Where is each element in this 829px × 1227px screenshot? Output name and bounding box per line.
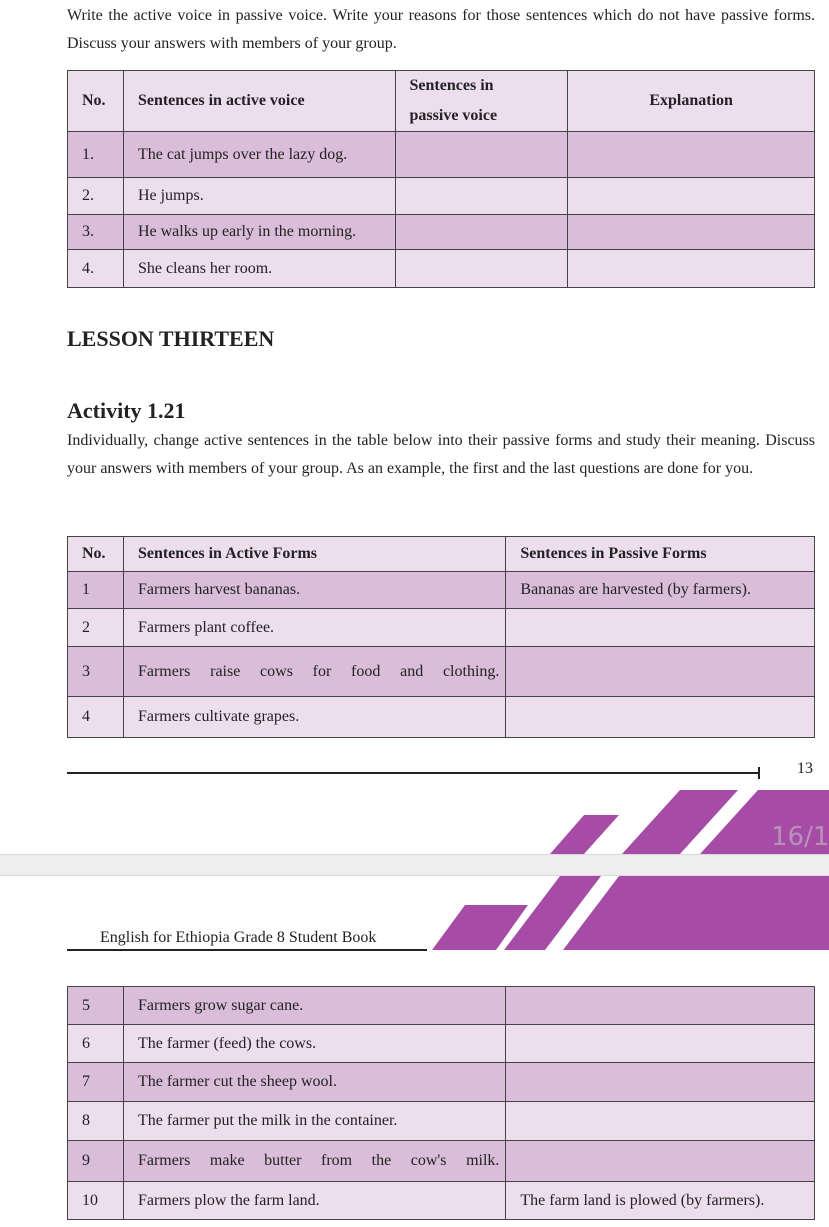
row-passive <box>506 1141 815 1182</box>
header-passive-forms: Sentences in Passive Forms <box>506 537 815 572</box>
header-active-forms: Sentences in Active Forms <box>123 537 505 572</box>
row-active: Farmers make butter from the cow's milk. <box>123 1141 505 1182</box>
row-no: 1. <box>68 132 124 178</box>
row-explanation <box>568 132 815 178</box>
row-passive <box>506 987 815 1025</box>
row-passive <box>395 178 568 215</box>
table-active-passive-forms <box>67 536 815 738</box>
row-no: 4. <box>68 250 124 288</box>
row-no: 6 <box>68 1025 124 1063</box>
header-passive <box>395 71 568 132</box>
row-active: He jumps. <box>123 178 395 215</box>
header-passive-line2: passive voice <box>409 107 498 124</box>
row-passive <box>506 609 815 647</box>
running-header: English for Ethiopia Grade 8 Student Book <box>100 929 377 946</box>
header-passive-line1: Sentences in <box>409 77 494 94</box>
row-active: Farmers plow the farm land. <box>123 1182 505 1220</box>
table-row <box>68 1182 815 1220</box>
footer-rule-tick <box>758 767 760 779</box>
table-header-row <box>68 71 815 132</box>
table-row <box>68 1063 815 1102</box>
row-passive <box>506 1025 815 1063</box>
viewer-page-indicator: 16/1 <box>771 822 829 852</box>
row-no: 2 <box>68 609 124 647</box>
row-explanation <box>568 215 815 250</box>
table-row <box>68 697 815 738</box>
table-row <box>68 647 815 697</box>
row-active: Farmers plant coffee. <box>123 609 505 647</box>
row-active: The cat jumps over the lazy dog. <box>123 132 395 178</box>
activity-intro: Individually, change active sentences in the table below into their passive forms and study their meaning. Discuss your answers with members of your group. As an example, the first and the last questions are done for you. <box>67 432 815 477</box>
row-passive <box>506 1063 815 1102</box>
row-passive <box>395 250 568 288</box>
row-no: 1 <box>68 572 124 609</box>
row-passive <box>395 132 568 178</box>
page-separator <box>0 854 829 876</box>
row-passive: The farm land is plowed (by farmers). <box>506 1182 815 1220</box>
header-explanation: Explanation <box>568 71 815 132</box>
table-row <box>68 987 815 1025</box>
header-active: Sentences in active voice <box>123 71 395 132</box>
table-row <box>68 572 815 609</box>
table-row <box>68 1025 815 1063</box>
row-active: Farmers cultivate grapes. <box>123 697 505 738</box>
row-no: 9 <box>68 1141 124 1182</box>
row-passive <box>506 1102 815 1141</box>
row-passive <box>395 215 568 250</box>
table-active-passive-explanation <box>67 70 815 288</box>
row-active: Farmers raise cows for food and clothing. <box>123 647 505 697</box>
page-number: 13 <box>797 760 813 777</box>
row-passive <box>506 697 815 738</box>
header-no: No. <box>68 71 124 132</box>
row-no: 3 <box>68 647 124 697</box>
row-passive: Bananas are harvested (by farmers). <box>506 572 815 609</box>
header-no: No. <box>68 537 124 572</box>
table-row <box>68 250 815 288</box>
table-row <box>68 609 815 647</box>
lesson-title: LESSON THIRTEEN <box>67 326 275 351</box>
row-no: 8 <box>68 1102 124 1141</box>
table-row <box>68 1141 815 1182</box>
intro-paragraph: Write the active voice in passive voice. Write your reasons for those sentences which do not have passive forms. Discuss your answers with members of your group. <box>67 7 815 52</box>
footer-rule <box>67 772 759 774</box>
row-no: 2. <box>68 178 124 215</box>
table-row <box>68 132 815 178</box>
row-passive <box>506 647 815 697</box>
table-row <box>68 178 815 215</box>
row-active: Farmers grow sugar cane. <box>123 987 505 1025</box>
row-active: He walks up early in the morning. <box>123 215 395 250</box>
table-active-passive-forms-continued <box>67 986 815 1220</box>
row-no: 10 <box>68 1182 124 1220</box>
row-explanation <box>568 250 815 288</box>
row-no: 3. <box>68 215 124 250</box>
header-rule <box>67 949 427 951</box>
row-active: The farmer cut the sheep wool. <box>123 1063 505 1102</box>
row-active: The farmer (feed) the cows. <box>123 1025 505 1063</box>
activity-title: Activity 1.21 <box>67 398 186 423</box>
table-header-row <box>68 537 815 572</box>
row-explanation <box>568 178 815 215</box>
row-active: Farmers harvest bananas. <box>123 572 505 609</box>
row-active: She cleans her room. <box>123 250 395 288</box>
header-decoration <box>430 874 829 950</box>
table-row <box>68 1102 815 1141</box>
row-active: The farmer put the milk in the container. <box>123 1102 505 1141</box>
table-row <box>68 215 815 250</box>
row-no: 4 <box>68 697 124 738</box>
row-no: 5 <box>68 987 124 1025</box>
row-no: 7 <box>68 1063 124 1102</box>
